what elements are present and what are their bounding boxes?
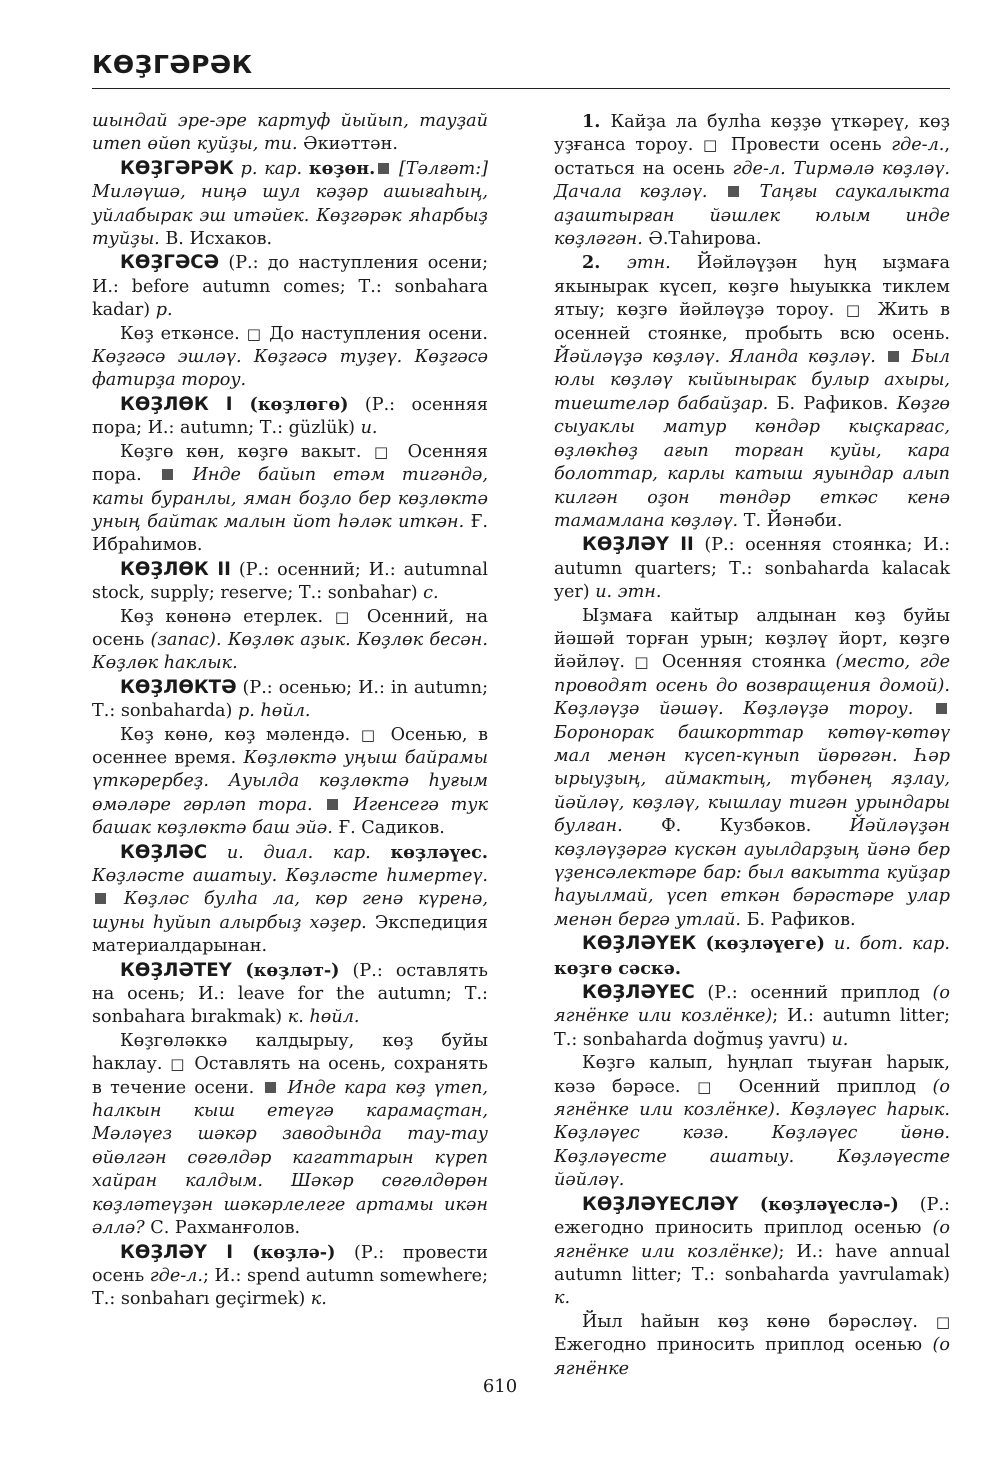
example-marker-icon bbox=[888, 351, 899, 362]
text: Көҙ көнө, көҙ мәлендә. bbox=[120, 724, 361, 745]
text: Йыл һайын көҙ көнө бәрәсләү. bbox=[582, 1311, 936, 1332]
translation-marker-icon: □ bbox=[935, 1312, 950, 1331]
text: Көҙгө көн, көҙгө вакыт. bbox=[120, 441, 375, 462]
entry-paragraph bbox=[554, 251, 950, 533]
text: Ғ. Садиков. bbox=[338, 818, 445, 839]
text: ; И.: spend autumn somewhere; Т.: sonbaharı geçirmek) bbox=[92, 1265, 488, 1310]
italic-text: Боронорак башкорттар көтөү-көтөү мал менән күсеп-күнып йөрөгән. Һәр ырыуҙың, аймактың, түбәнең яҙлау, йәйләү, көҙләү, кышлау тигән урындары булған. bbox=[554, 722, 950, 837]
italic-text: Инде байып етәм тигәндә, каты буранлы, яман боҙло бер көҙлөктә уның байтак малын йот һәләк иткән. bbox=[92, 465, 488, 532]
translation-marker-icon: □ bbox=[246, 324, 263, 343]
text: Ф. Кузбәков. bbox=[661, 816, 850, 837]
text: Көҙгә калып, һуңлап тыуған һарык, кәзә бәрәсе. bbox=[554, 1053, 950, 1097]
text: В. Исхаков. bbox=[165, 229, 273, 250]
text: Кайҙа ла булһа көҙҙө үткәреү, көҙ уҙғанса тороу. bbox=[554, 112, 950, 156]
italic-text: к. һөйл. bbox=[287, 1007, 360, 1028]
headword: КӨҘЛӘҮЕСЛӘҮ bbox=[582, 1193, 739, 1215]
headword: КӨҘЛӘҮ II bbox=[582, 534, 694, 556]
text: Жить в осенней стоянке, пробыть всю осень. bbox=[554, 300, 950, 344]
text: С. Рахманғолов. bbox=[150, 1218, 301, 1239]
page-number: 610 bbox=[482, 1376, 518, 1397]
text: Б. Рафиков. bbox=[746, 909, 856, 930]
text: Б. Рафиков. bbox=[776, 393, 897, 414]
grammar-form: (көҙлә-) bbox=[233, 1241, 336, 1263]
text: Провести осень bbox=[721, 135, 892, 156]
italic-text: Таңғы саукалыкта аҙаштырған йәшлек юлым инде көҙләгән. bbox=[554, 182, 950, 250]
header-rule bbox=[92, 88, 950, 89]
dictionary-entry bbox=[554, 533, 950, 604]
headword: КӨҘЛӘҮЕК bbox=[582, 933, 697, 955]
italic-text: к. bbox=[554, 1288, 571, 1309]
translation-marker-icon: □ bbox=[170, 1055, 187, 1074]
text: Т. Йәнәби. bbox=[743, 510, 843, 531]
dictionary-entry bbox=[92, 1241, 488, 1312]
example-marker-icon bbox=[162, 469, 173, 480]
italic-text: и. диал. кар. bbox=[207, 842, 391, 863]
text: Йәйләүҙән һуң ыҙмаға якынырак күсеп, көҙгө һыуыкка тиклем ятыу; көҙгө йәйләүҙә тороу. bbox=[554, 253, 950, 321]
headword: КӨҘЛӨК II bbox=[120, 558, 231, 580]
text: (Р.: провести осень bbox=[92, 1242, 489, 1286]
example-marker-icon bbox=[327, 799, 338, 810]
text: Осенняя стоянка bbox=[652, 652, 836, 673]
translation-marker-icon: □ bbox=[360, 725, 380, 744]
text: Оставлять на осень, сохранять в течение осени. bbox=[92, 1054, 488, 1098]
text: Көҙ еткәнсе. bbox=[120, 323, 247, 344]
headword: КӨҘЛӘҮЕС bbox=[582, 982, 695, 1004]
text: (Р.: до наступления осени; И.: before autumn comes; Т.: sonbahara kadar) bbox=[92, 253, 488, 321]
translation-marker-icon: □ bbox=[703, 136, 722, 155]
headword: КӨҘЛӘС bbox=[120, 841, 208, 863]
example-marker-icon bbox=[378, 163, 389, 174]
grammar-form: көҙгө сәскә. bbox=[554, 957, 681, 979]
headword: КӨҘЛӘТЕҮ bbox=[120, 959, 232, 981]
left-column bbox=[92, 110, 488, 1312]
dictionary-entry bbox=[92, 393, 488, 441]
example-marker-icon bbox=[728, 186, 739, 197]
italic-text: где-л. bbox=[149, 1265, 203, 1286]
text: Осенний, на осень bbox=[92, 606, 488, 650]
text: Осенняя пора. bbox=[92, 441, 488, 486]
text: (Р.: осенняя стоянка; И.: autumn quarters; Т.: sonbaharda kalacak yer) bbox=[554, 535, 950, 603]
dictionary-entry bbox=[92, 157, 488, 252]
italic-text: Йәйләүҙән көҙләүҙәргә күскән ауылдарҙың йәнә бер үҙенсәлектәре бар: был вакытта куйҙар һауылмай, үсеп еткән бәрәстәре улар менән бергә утлай. bbox=[554, 816, 950, 930]
right-column bbox=[554, 110, 950, 1381]
dictionary-entry bbox=[92, 841, 488, 959]
italic-text: (о ягнёнке или козлёнке). Көҙләүес һарык. Көҙләүес кәзә. Көҙләүес йөнө. Көҙләүесте ашатыу. Көҙләүесте йәйләү. bbox=[554, 1076, 950, 1191]
text: Әкиәттән. bbox=[303, 134, 398, 155]
text: (Р.: осенью; И.: in autumn; Т.: sonbaharda) bbox=[92, 677, 488, 722]
italic-text: (запас). Көҙлөк аҙык. Көҙлөк бесән. Көҙлөк һаклык. bbox=[92, 629, 488, 674]
headword: КӨҘЛӘҮ I bbox=[120, 1241, 234, 1263]
text: Экспедиция материалдарынан. bbox=[92, 912, 488, 957]
entry-paragraph bbox=[92, 323, 488, 393]
entry-paragraph bbox=[554, 605, 950, 933]
italic-text: (о ягнёнке bbox=[554, 1335, 950, 1379]
entry-paragraph bbox=[92, 606, 488, 676]
italic-text: (о ягнёнке или козлёнке) bbox=[554, 1218, 950, 1262]
italic-text: Көҙгө сыуаклы матур көндәр кыҫкарғас, өҙлөкһөҙ ағып торған куйы, кара болоттар, карлы катыш яуындар алып килгән оҙон төндәр еткәс кенә тамамлана көҙләү. bbox=[554, 393, 950, 531]
entry-paragraph bbox=[554, 110, 950, 251]
grammar-form: көҙләүес. bbox=[390, 841, 488, 863]
dictionary-entry bbox=[92, 251, 488, 322]
dictionary-entry bbox=[554, 1193, 950, 1311]
italic-text: этн. bbox=[627, 253, 697, 274]
text: (Р.: осенняя пора; И.: autumn; Т.: güzlük) bbox=[92, 394, 488, 439]
text: Осенний приплод bbox=[722, 1076, 933, 1097]
example-marker-icon bbox=[265, 1082, 276, 1093]
italic-text: р. кар. bbox=[233, 158, 309, 179]
italic-text: и. этн. bbox=[595, 582, 662, 603]
text: Көҙ көнөнә етерлек. bbox=[120, 606, 335, 627]
text: Ыҙмаға кайтыр алдынан көҙ буйы йәшәй торған урын; көҙләү йорт, көҙгө йәйләү. bbox=[554, 605, 950, 673]
italic-text: шындай эре-эре картуф йыйып, тауҙай итеп өйөп куйҙы, ти. bbox=[92, 111, 488, 155]
grammar-form: (көҙләүеге) bbox=[696, 933, 825, 955]
entry-paragraph bbox=[92, 1030, 488, 1241]
italic-text: р. һөйл. bbox=[238, 701, 311, 722]
italic-text: [Тәлғәт:] Миләүшә, ниңә шул кәҙәр ашығаһың, уйлабырак эш итәйек. Көҙгәрәк яһарбыҙ туйҙы. bbox=[92, 158, 488, 250]
translation-marker-icon: □ bbox=[374, 442, 396, 461]
text: Осенью, в осеннее время. bbox=[92, 724, 488, 768]
grammar-form: (көҙләүеслә-) bbox=[738, 1193, 899, 1215]
translation-marker-icon: □ bbox=[634, 653, 653, 672]
italic-text: Йәйләүҙә көҙләү. Яланда көҙләү. bbox=[554, 347, 886, 368]
headword: КӨҘГӘРӘК bbox=[120, 157, 234, 179]
italic-text: Игенсегә тук башак көҙлөктә баш эйә. bbox=[92, 794, 488, 839]
grammar-form: (көҙлөгө) bbox=[232, 393, 349, 415]
text: ; И.: have annual autumn litter; Т.: sonbaharda yavrulamak) bbox=[554, 1241, 950, 1285]
dictionary-entry bbox=[92, 676, 488, 724]
entry-paragraph bbox=[92, 110, 488, 157]
italic-text: с. bbox=[423, 583, 439, 604]
text: (Р.: осенний приплод bbox=[694, 983, 933, 1004]
dictionary-entry bbox=[92, 558, 488, 606]
italic-text: где-л. bbox=[891, 135, 945, 156]
italic-text: р. bbox=[155, 300, 173, 321]
headword: КӨҘЛӨК I bbox=[120, 393, 233, 415]
italic-text: и. бот. кар. bbox=[824, 934, 950, 955]
entry-paragraph bbox=[554, 1052, 950, 1192]
italic-text: Көҙләс булһа ла, көр генә күренә, шуны һуйып алырбыҙ хәҙер. bbox=[92, 889, 488, 933]
italic-text: Көҙлөктә уңыш байрамы үткәрербеҙ. Ауылда көҙлөктә һуғым өмәләре гөрләп тора. bbox=[92, 747, 488, 815]
italic-text: к. bbox=[310, 1289, 327, 1310]
text: Ежегодно приносить приплод осенью bbox=[554, 1335, 933, 1356]
italic-text: Инде кара көҙ үтеп, һалкын кыш етеүгә карамаҫтан, Мәләүез шәкәр заводында тау-тау өйөлгән сөгөлдәр кагаттарын күреп хайран калдым. Шәкәр сөгөлдөрөн көҙләтеүҙән шәкәрлелеге артамы икән әллә? bbox=[92, 1077, 489, 1239]
translation-marker-icon: □ bbox=[334, 607, 356, 626]
example-marker-icon bbox=[95, 893, 106, 904]
translation-marker-icon: □ bbox=[697, 1077, 723, 1096]
text: Ғ. Ибраһимов. bbox=[92, 511, 488, 556]
italic-text: (о ягнёнке или козлёнке) bbox=[554, 983, 950, 1027]
text: (Р.: ежегодно приносить приплод осенью bbox=[554, 1194, 950, 1239]
grammar-form: көҙөн. bbox=[308, 157, 376, 179]
grammar-form: 1. bbox=[582, 111, 611, 132]
dictionary-entry bbox=[92, 959, 488, 1030]
example-marker-icon bbox=[936, 703, 947, 714]
italic-text: где-л. Тирмәлә көҙләү. Дачала көҙләү. bbox=[554, 158, 951, 203]
text: (Р.: оставлять на осень; И.: leave for the autumn; Т.: sonbahara bırakmak) bbox=[92, 960, 488, 1028]
grammar-form: (көҙләт-) bbox=[231, 959, 340, 981]
grammar-form: 2. bbox=[582, 252, 628, 274]
running-head: КӨҘГӘРӘК bbox=[92, 50, 253, 79]
headword: КӨҘГӘСӘ bbox=[120, 252, 220, 274]
italic-text: (место, где проводят осень до возвращения домой). Көҙләүҙә йәшәү. Көҙләүҙә тороу. bbox=[554, 652, 951, 720]
text: (Р.: осенний; И.: autumnal stock, supply; reserve; Т.: sonbahar) bbox=[92, 559, 488, 604]
text: Ә.Таһирова. bbox=[648, 229, 762, 250]
italic-text: Көҙгәсә эшләү. Көҙгәсә туҙеү. Көҙгәсә фатирҙа тороу. bbox=[92, 347, 488, 391]
headword: КӨҘЛӨКТӘ bbox=[120, 676, 237, 698]
italic-text: и. bbox=[360, 418, 378, 439]
dictionary-entry bbox=[554, 932, 950, 981]
text: ; И.: autumn litter; Т.: sonbaharda doğmuş yavru) bbox=[554, 1006, 951, 1050]
translation-marker-icon: □ bbox=[845, 301, 867, 320]
text: До наступления осени. bbox=[262, 323, 488, 344]
dictionary-entry bbox=[554, 981, 950, 1052]
italic-text: и. bbox=[831, 1029, 849, 1050]
entry-paragraph bbox=[92, 441, 488, 558]
italic-text: Көҙләсте ашатыу. Көҙләсте һимертеү. bbox=[92, 866, 488, 886]
text: , остаться на осень bbox=[554, 135, 950, 179]
text: Көҙгөләккә калдырыу, көҙ буйы һаклау. bbox=[92, 1030, 488, 1075]
entry-paragraph bbox=[92, 724, 488, 841]
italic-text: Был юлы көҙләү кыйынырак булыр ахыры, тиештеләр бабайҙар. bbox=[554, 347, 950, 414]
entry-paragraph bbox=[554, 1311, 950, 1381]
